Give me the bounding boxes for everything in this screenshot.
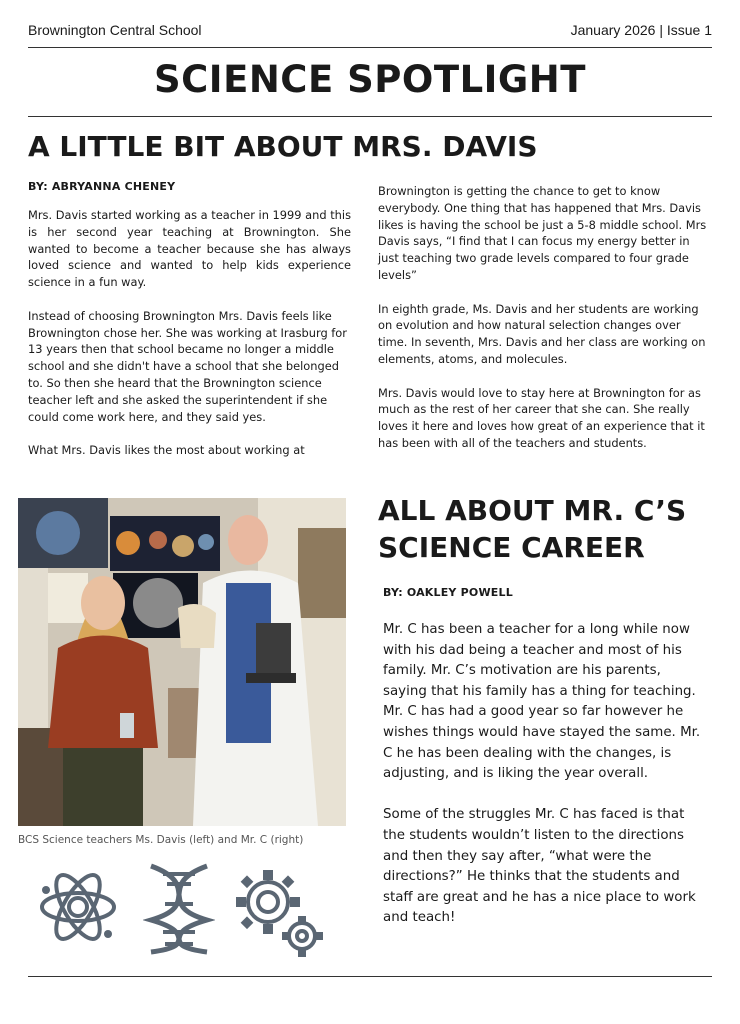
article1-column-1 — [28, 207, 351, 476]
article1-byline: BY: ABRYANNA CHENEY — [28, 180, 176, 193]
article1-column-2 — [378, 183, 713, 469]
paragraph: Mrs. Davis would love to stay here at Brownington for as much as the rest of her career that she can. She really loves it here and loves how great of an experience that it has been with all of the teachers and students. — [378, 385, 705, 450]
paragraph: What Mrs. Davis likes the most about working at — [28, 443, 305, 458]
article2-title-line2: SCIENCE CAREER — [378, 531, 645, 564]
masthead-title: SCIENCE SPOTLIGHT — [154, 58, 586, 101]
issue-date: January 2026 | Issue 1 — [570, 22, 712, 38]
top-rule — [28, 47, 712, 48]
teachers-photo — [18, 498, 346, 826]
paragraph: In eighth grade, Ms. Davis and her students are working on evolution and how natural selection changes over time. In seventh, Mrs. Davis and her class are working on elements, atoms, and molecules. — [378, 301, 706, 366]
masthead-rule — [28, 116, 712, 117]
article1-title: A LITTLE BIT ABOUT MRS. DAVIS — [28, 130, 538, 163]
paragraph: Some of the struggles Mr. C has faced is that the students wouldn’t listen to the directions and then they say after, “what were the directions?” He thinks that the students and staff are great and he has a nice place to work and teach! — [383, 807, 696, 926]
paragraph: Mrs. Davis started working as a teacher in 1999 and this is her second year teaching at Brownington. She wanted to become a teacher because she has always loved science and wanted to help kids experience science in a fun way. — [28, 208, 351, 290]
article2-body — [383, 620, 701, 950]
gears-icon — [230, 860, 330, 960]
paragraph: Instead of choosing Brownington Mrs. Davis feels like Brownington chose her. She was working at Irasburg for 13 years then that school became no longer a middle school and she didn't have a school that she belonged to. So then she heard that the Brownington science teacher left and she asked the superintendent if she could come work here, and they said yes. — [28, 308, 347, 424]
paragraph: Brownington is getting the chance to get to know everybody. One thing that has happened that Mrs. Davis likes is having the school be just a 5-8 middle school. Mrs Davis says, “I find that I can focus my energy better in just teaching two grade levels compared to four grade levels” — [378, 184, 707, 282]
photo-caption: BCS Science teachers Ms. Davis (left) and Mr. C (right) — [18, 834, 304, 846]
school-name: Brownington Central School — [28, 22, 202, 38]
bottom-rule — [28, 976, 712, 977]
article2-byline: BY: OAKLEY POWELL — [383, 586, 513, 599]
paragraph: Mr. C has been a teacher for a long while now with his dad being a teacher and most of his family. Mr. C’s motivation are his parents, saying that his family has a thing for teaching. Mr. C has had a good year so far however he wishes things would have stayed the same. Mr. C he has been dealing with the changes, is adjusting, and is liking the year overall. — [383, 622, 701, 782]
article2-title-line1: ALL ABOUT MR. C’S — [378, 494, 687, 527]
dna-icon — [143, 860, 215, 955]
atom-icon — [38, 860, 118, 955]
